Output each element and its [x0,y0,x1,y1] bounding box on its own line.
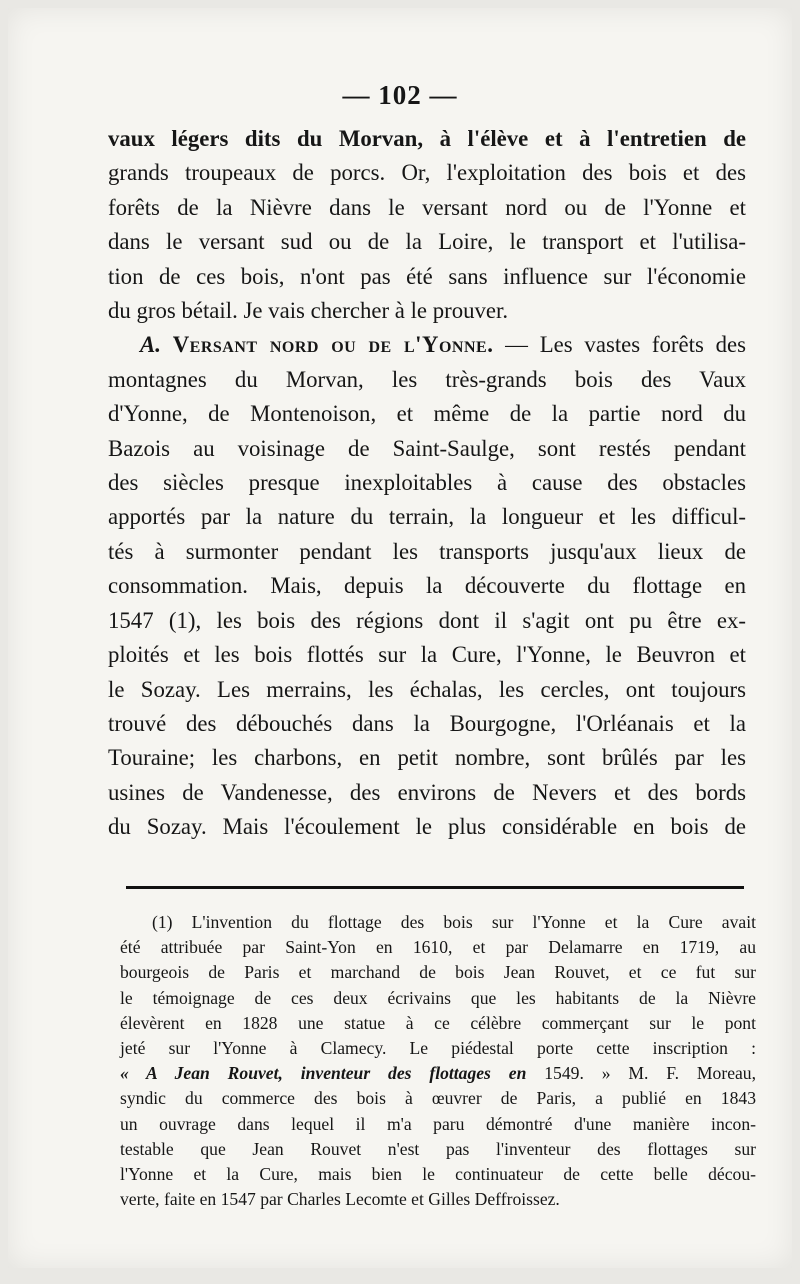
text-line: usines de Vandenesse, des environs de Nevers et des bords [108,779,746,805]
footnote [120,910,756,1212]
footnote-line: le témoignage de ces deux écrivains que les habitants de la Nièvre [120,987,756,1008]
footnote-line: élevèrent en 1828 une statue à ce célèbre commerçant sur le pont [120,1012,756,1033]
footnote-line: testable que Jean Rouvet n'est pas l'inventeur des flottages sur [120,1138,756,1159]
text-line: vaux légers dits du Morvan, à l'élève et à l'entretien de [108,126,746,151]
footnote-line: un ouvrage dans lequel il m'a paru démontré d'une manière incon- [120,1113,756,1134]
footnote-quote-line [120,1061,756,1086]
text-line: grands troupeaux de porcs. Or, l'exploitation des bois et des [108,160,746,186]
section-first-line: — Les vastes forêts des [505,332,746,358]
text-line: Bazois au voisinage de Saint-Saulge, sont restés pendant [108,435,746,461]
footnote-quote: « A Jean Rouvet, inventeur des flottages en [120,1063,527,1084]
footnote-line: (1) L'invention du flottage des bois sur l'Yonne et la Cure avait [152,912,756,932]
text-line: tés à surmonter pendant les transports jusqu'aux lieux de [108,538,746,564]
text-line: des siècles presque inexploitables à cause des obstacles [108,470,746,496]
text-line: ploités et les bois flottés sur la Cure, l'Yonne, le Beuvron et [108,642,746,668]
text-line: 1547 (1), les bois des régions dont il s'agit ont pu être ex- [108,607,746,633]
main-text [108,122,746,845]
section-heading-line [108,328,746,362]
section-letter: A. [140,332,161,358]
footnote-line: l'Yonne et la Cure, mais bien le continuateur de cette belle décou- [120,1164,756,1185]
footnote-rule [126,886,744,889]
text-line: dans le versant sud ou de la Loire, le transport et l'utilisa- [108,229,746,255]
book-page [8,8,792,1268]
text-line: tion de ces bois, n'ont pas été sans influence sur l'économie [108,263,746,289]
text-line: apportés par la nature du terrain, la longueur et les difficul- [108,504,746,530]
footnote-line: jeté sur l'Yonne à Clamecy. Le piédestal porte cette inscription : [120,1038,756,1059]
text-line: du Sozay. Mais l'écoulement le plus considérable en bois de [108,814,746,840]
page-number: — 102 — [342,80,458,110]
section-heading: Versant nord ou de l'Yonne. [172,332,494,358]
text-line: consommation. Mais, depuis la découverte du flottage en [108,573,746,599]
text-line: forêts de la Nièvre dans le versant nord ou de l'Yonne et [108,194,746,220]
footnote-line: été attribuée par Saint-Yon en 1610, et par Delamarre en 1719, au [120,937,756,958]
text-line: montagnes du Morvan, les très-grands bois des Vaux [108,366,746,392]
text-line: le Sozay. Les merrains, les échalas, les cercles, ont toujours [108,676,746,702]
footnote-line: verte, faite en 1547 par Charles Lecomte et Gilles Deffroissez. [120,1189,560,1210]
text-line: Touraine; les charbons, en petit nombre, sont brûlés par les [108,745,746,771]
text-line: trouvé des débouchés dans la Bourgogne, l'Orléanais et la [108,710,746,736]
text-line: d'Yonne, de Montenoison, et même de la partie nord du [108,401,746,427]
footnote-quote-rest: 1549. » M. F. Moreau, [544,1063,757,1084]
footnote-line: bourgeois de Paris et marchand de bois Jean Rouvet, et ce fut sur [120,962,756,983]
text-line: du gros bétail. Je vais chercher à le prouver. [108,298,509,324]
footnote-line: syndic du commerce des bois à œuvrer de Paris, a publié en 1843 [120,1088,756,1109]
